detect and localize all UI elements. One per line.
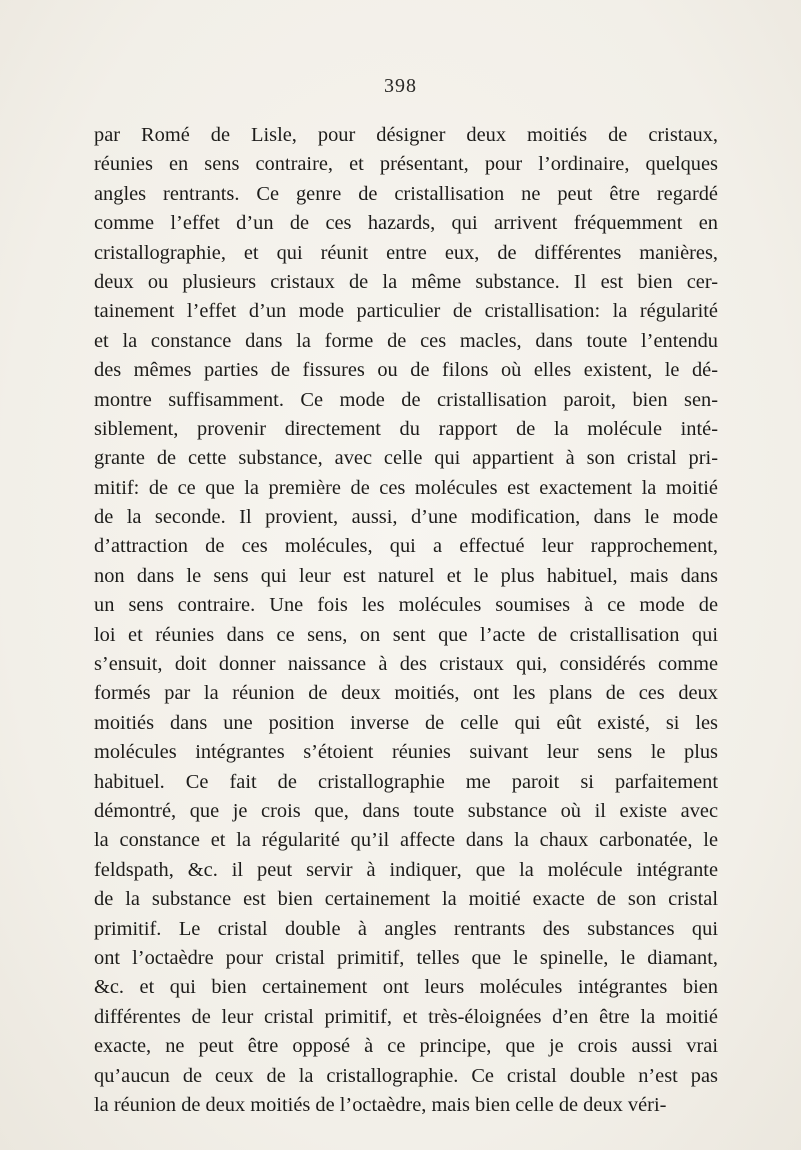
text-line: &c. et qui bien certainement ont leurs molécules intégrantes bien [94, 976, 718, 999]
text-line: exacte, ne peut être opposé à ce principe, que je crois aussi vrai [94, 1035, 718, 1058]
text-line: mitif: de ce que la première de ces molécules est exactement la moitié [94, 476, 718, 499]
text-line: d’attraction de ces molécules, qui a effectué leur rapprochement, [94, 535, 718, 558]
text-line: cristallographie, et qui réunit entre eux, de différentes manières, [94, 241, 718, 264]
text-line: par Romé de Lisle, pour désigner deux moitiés de cristaux, [94, 124, 718, 146]
text-line: comme l’effet d’un de ces hazards, qui arrivent fréquemment en [94, 212, 718, 235]
text-line: loi et réunies dans ce sens, on sent que l’acte de cristallisation qui [94, 623, 718, 646]
text-line: démontré, que je crois que, dans toute substance où il existe avec [94, 799, 718, 822]
text-line: primitif. Le cristal double à angles rentrants des substances qui [94, 917, 718, 940]
text-line: ont l’octaèdre pour cristal primitif, telles que le spinelle, le diamant, [94, 946, 718, 969]
body-text [94, 121, 718, 1120]
text-line: angles rentrants. Ce genre de cristallisation ne peut être regardé [94, 182, 718, 205]
text-line: différentes de leur cristal primitif, et très-éloignées d’en être la moitié [94, 1005, 718, 1028]
text-line: siblement, provenir directement du rapport de la molécule inté- [94, 417, 718, 440]
text-line: deux ou plusieurs cristaux de la même substance. Il est bien cer- [94, 270, 718, 293]
text-line: formés par la réunion de deux moitiés, ont les plans de ces deux [94, 682, 718, 705]
text-line: de la seconde. Il provient, aussi, d’une modification, dans le mode [94, 506, 718, 529]
text-line: et la constance dans la forme de ces macles, dans toute l’entendu [94, 329, 718, 352]
text-line: s’ensuit, doit donner naissance à des cristaux qui, considérés comme [94, 653, 718, 676]
text-line: tainement l’effet d’un mode particulier de cristallisation: la régularité [94, 300, 718, 323]
text-line: non dans le sens qui leur est naturel et le plus habituel, mais dans [94, 564, 718, 587]
text-line: habituel. Ce fait de cristallographie me paroit si parfaitement [94, 770, 718, 793]
text-line: la constance et la régularité qu’il affecte dans la chaux carbonatée, le [94, 829, 718, 852]
text-line: réunies en sens contraire, et présentant, pour l’ordinaire, quelques [94, 153, 718, 176]
text-line: feldspath, &c. il peut servir à indiquer, que la molécule intégrante [94, 858, 718, 881]
text-line: un sens contraire. Une fois les molécules soumises à ce mode de [94, 594, 718, 617]
text-line: grante de cette substance, avec celle qui appartient à son cristal pri- [94, 447, 718, 470]
text-line: qu’aucun de ceux de la cristallographie. Ce cristal double n’est pas [94, 1064, 718, 1087]
text-line: de la substance est bien certainement la moitié exacte de son cristal [94, 888, 718, 911]
text-line: moitiés dans une position inverse de celle qui eût existé, si les [94, 711, 718, 734]
text-line: la réunion de deux moitiés de l’octaèdre, mais bien celle de deux véri- [94, 1093, 667, 1116]
text-line: des mêmes parties de fissures ou de filons où elles existent, le dé- [94, 359, 718, 382]
text-line: molécules intégrantes s’étoient réunies suivant leur sens le plus [94, 741, 718, 764]
page-number: 398 [384, 75, 417, 97]
text-line: montre suffisamment. Ce mode de cristallisation paroit, bien sen- [94, 388, 718, 411]
